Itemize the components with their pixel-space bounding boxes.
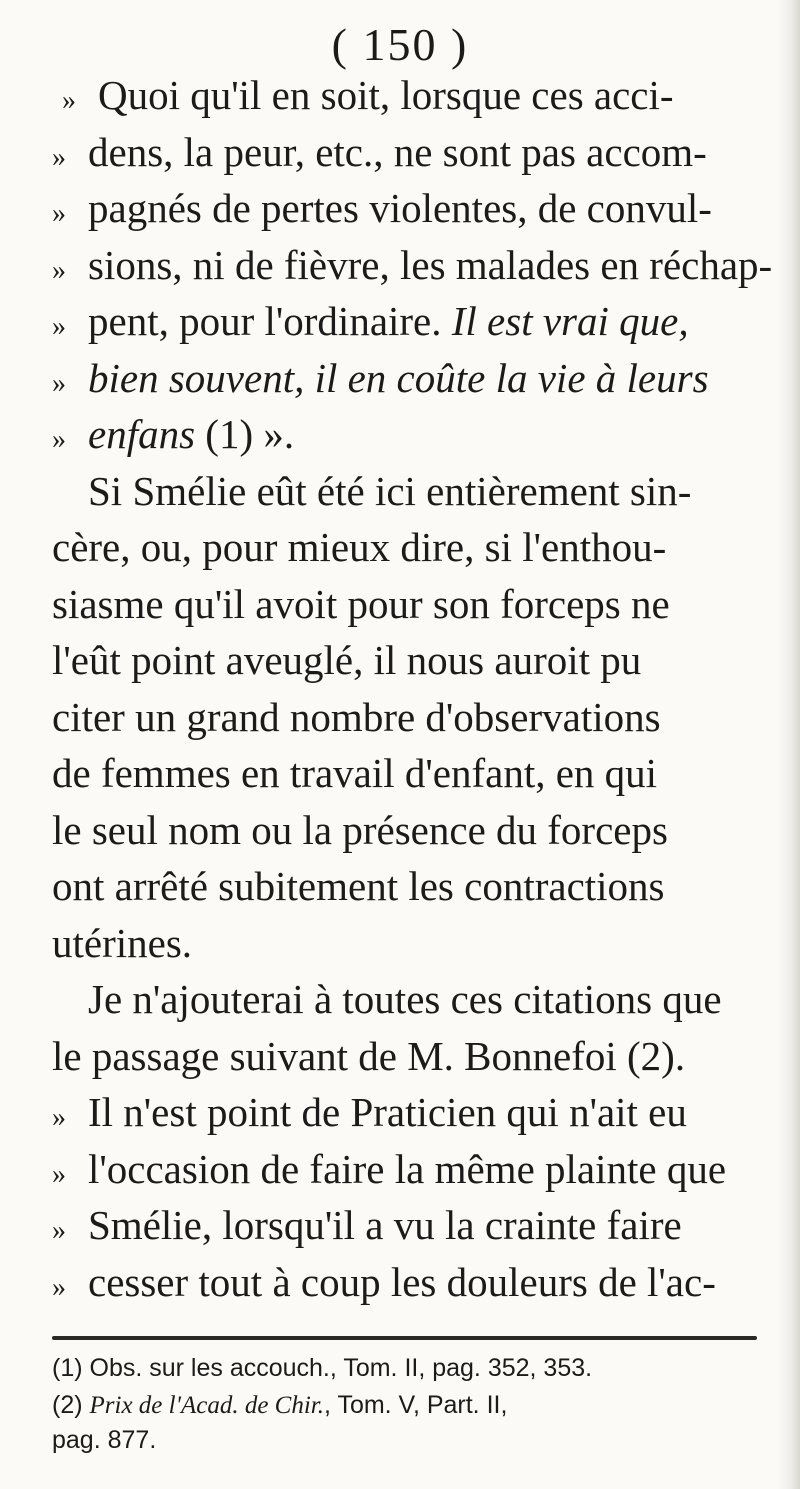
line-text: l'occasion de faire la même plainte que	[88, 1145, 727, 1192]
line-text: cesser tout à coup les douleurs de l'ac-	[88, 1258, 716, 1305]
line-text: Si Smélie eût été ici entièrement sin-	[88, 467, 692, 514]
text-line	[52, 919, 193, 966]
line-text: le seul nom ou la présence du forceps	[52, 806, 668, 853]
text-line	[52, 1258, 716, 1305]
text-line	[52, 693, 661, 740]
line-text: l'eût point aveuglé, il nous auroit pu	[52, 637, 642, 683]
text-line	[52, 806, 668, 853]
line-text: sions, ni de fièvre, les malades en réchap-	[88, 241, 773, 288]
line-text: Je n'ajouterai à toutes ces citations que	[88, 976, 722, 1022]
line-text: pagnés de pertes violentes, de convul-	[88, 185, 712, 231]
text-line	[52, 580, 670, 627]
line-text: cère, ou, pour mieux dire, si l'enthou-	[52, 524, 667, 570]
text-line	[52, 185, 712, 231]
quote-mark: »	[52, 141, 66, 173]
text-line	[62, 72, 674, 118]
line-text: (1) ».	[195, 411, 295, 457]
text-line	[52, 128, 707, 175]
line-text: pent, pour l'ordinaire.	[88, 298, 442, 344]
text-line	[52, 298, 689, 344]
quote-mark: »	[52, 311, 66, 342]
footnote-2-rest: , Tom. V, Part. II,	[324, 1391, 508, 1419]
text-line	[52, 411, 295, 457]
line-text-italic: Il est vrai que,	[441, 298, 689, 344]
text-line	[52, 637, 642, 683]
quote-mark: »	[52, 1102, 66, 1133]
line-text: ont arrêté subitement les contractions	[52, 863, 665, 909]
footnote-1: (1) Obs. sur les accouch., Tom. II, pag. 352, 353.	[52, 1354, 593, 1382]
footnote-2-title: Prix de l'Acad. de Chir.	[89, 1392, 324, 1419]
quote-mark: »	[52, 1271, 66, 1303]
line-text: Smélie, lorsqu'il a vu la crainte faire	[88, 1202, 682, 1248]
quote-mark: »	[62, 85, 76, 116]
line-text: Quoi qu'il en soit, lorsque ces acci-	[98, 72, 674, 118]
text-line	[52, 750, 658, 796]
line-text: Il n'est point de Praticien qui n'ait eu	[88, 1089, 687, 1135]
footnote-2-mark: (2)	[52, 1391, 83, 1419]
text-line	[52, 354, 709, 401]
text-line	[52, 1202, 682, 1248]
line-text-italic: enfans	[88, 411, 196, 457]
text-line	[52, 1145, 727, 1192]
quote-mark: »	[52, 254, 66, 286]
page-number: ( 150 )	[331, 19, 469, 70]
quote-mark: »	[52, 424, 66, 455]
quote-mark: »	[52, 1158, 66, 1190]
paragraph-start	[88, 467, 692, 514]
line-text: dens, la peur, etc., ne sont pas accom-	[88, 128, 707, 175]
text-line	[52, 863, 665, 909]
line-text-italic: bien souvent, il en coûte la vie à leurs	[88, 354, 709, 401]
quote-mark: »	[52, 198, 66, 229]
text-line	[52, 1089, 687, 1135]
quote-mark: »	[52, 1215, 66, 1246]
quote-mark: »	[52, 367, 66, 399]
footnote-2-continued: pag. 877.	[52, 1426, 157, 1454]
text-line	[52, 241, 773, 288]
line-text: utérines.	[52, 919, 193, 966]
paragraph-start	[88, 976, 722, 1022]
line-text: citer un grand nombre d'observations	[52, 693, 661, 740]
text-line	[52, 1032, 686, 1079]
footnote-separator	[52, 1336, 757, 1340]
text-line	[52, 524, 667, 570]
page-edge-shadow	[778, 0, 800, 1489]
footnote-2	[52, 1393, 507, 1418]
line-text: le passage suivant de M. Bonnefoi (2).	[52, 1032, 686, 1079]
line-text: siasme qu'il avoit pour son forceps ne	[52, 580, 670, 627]
line-text: de femmes en travail d'enfant, en qui	[52, 750, 658, 796]
